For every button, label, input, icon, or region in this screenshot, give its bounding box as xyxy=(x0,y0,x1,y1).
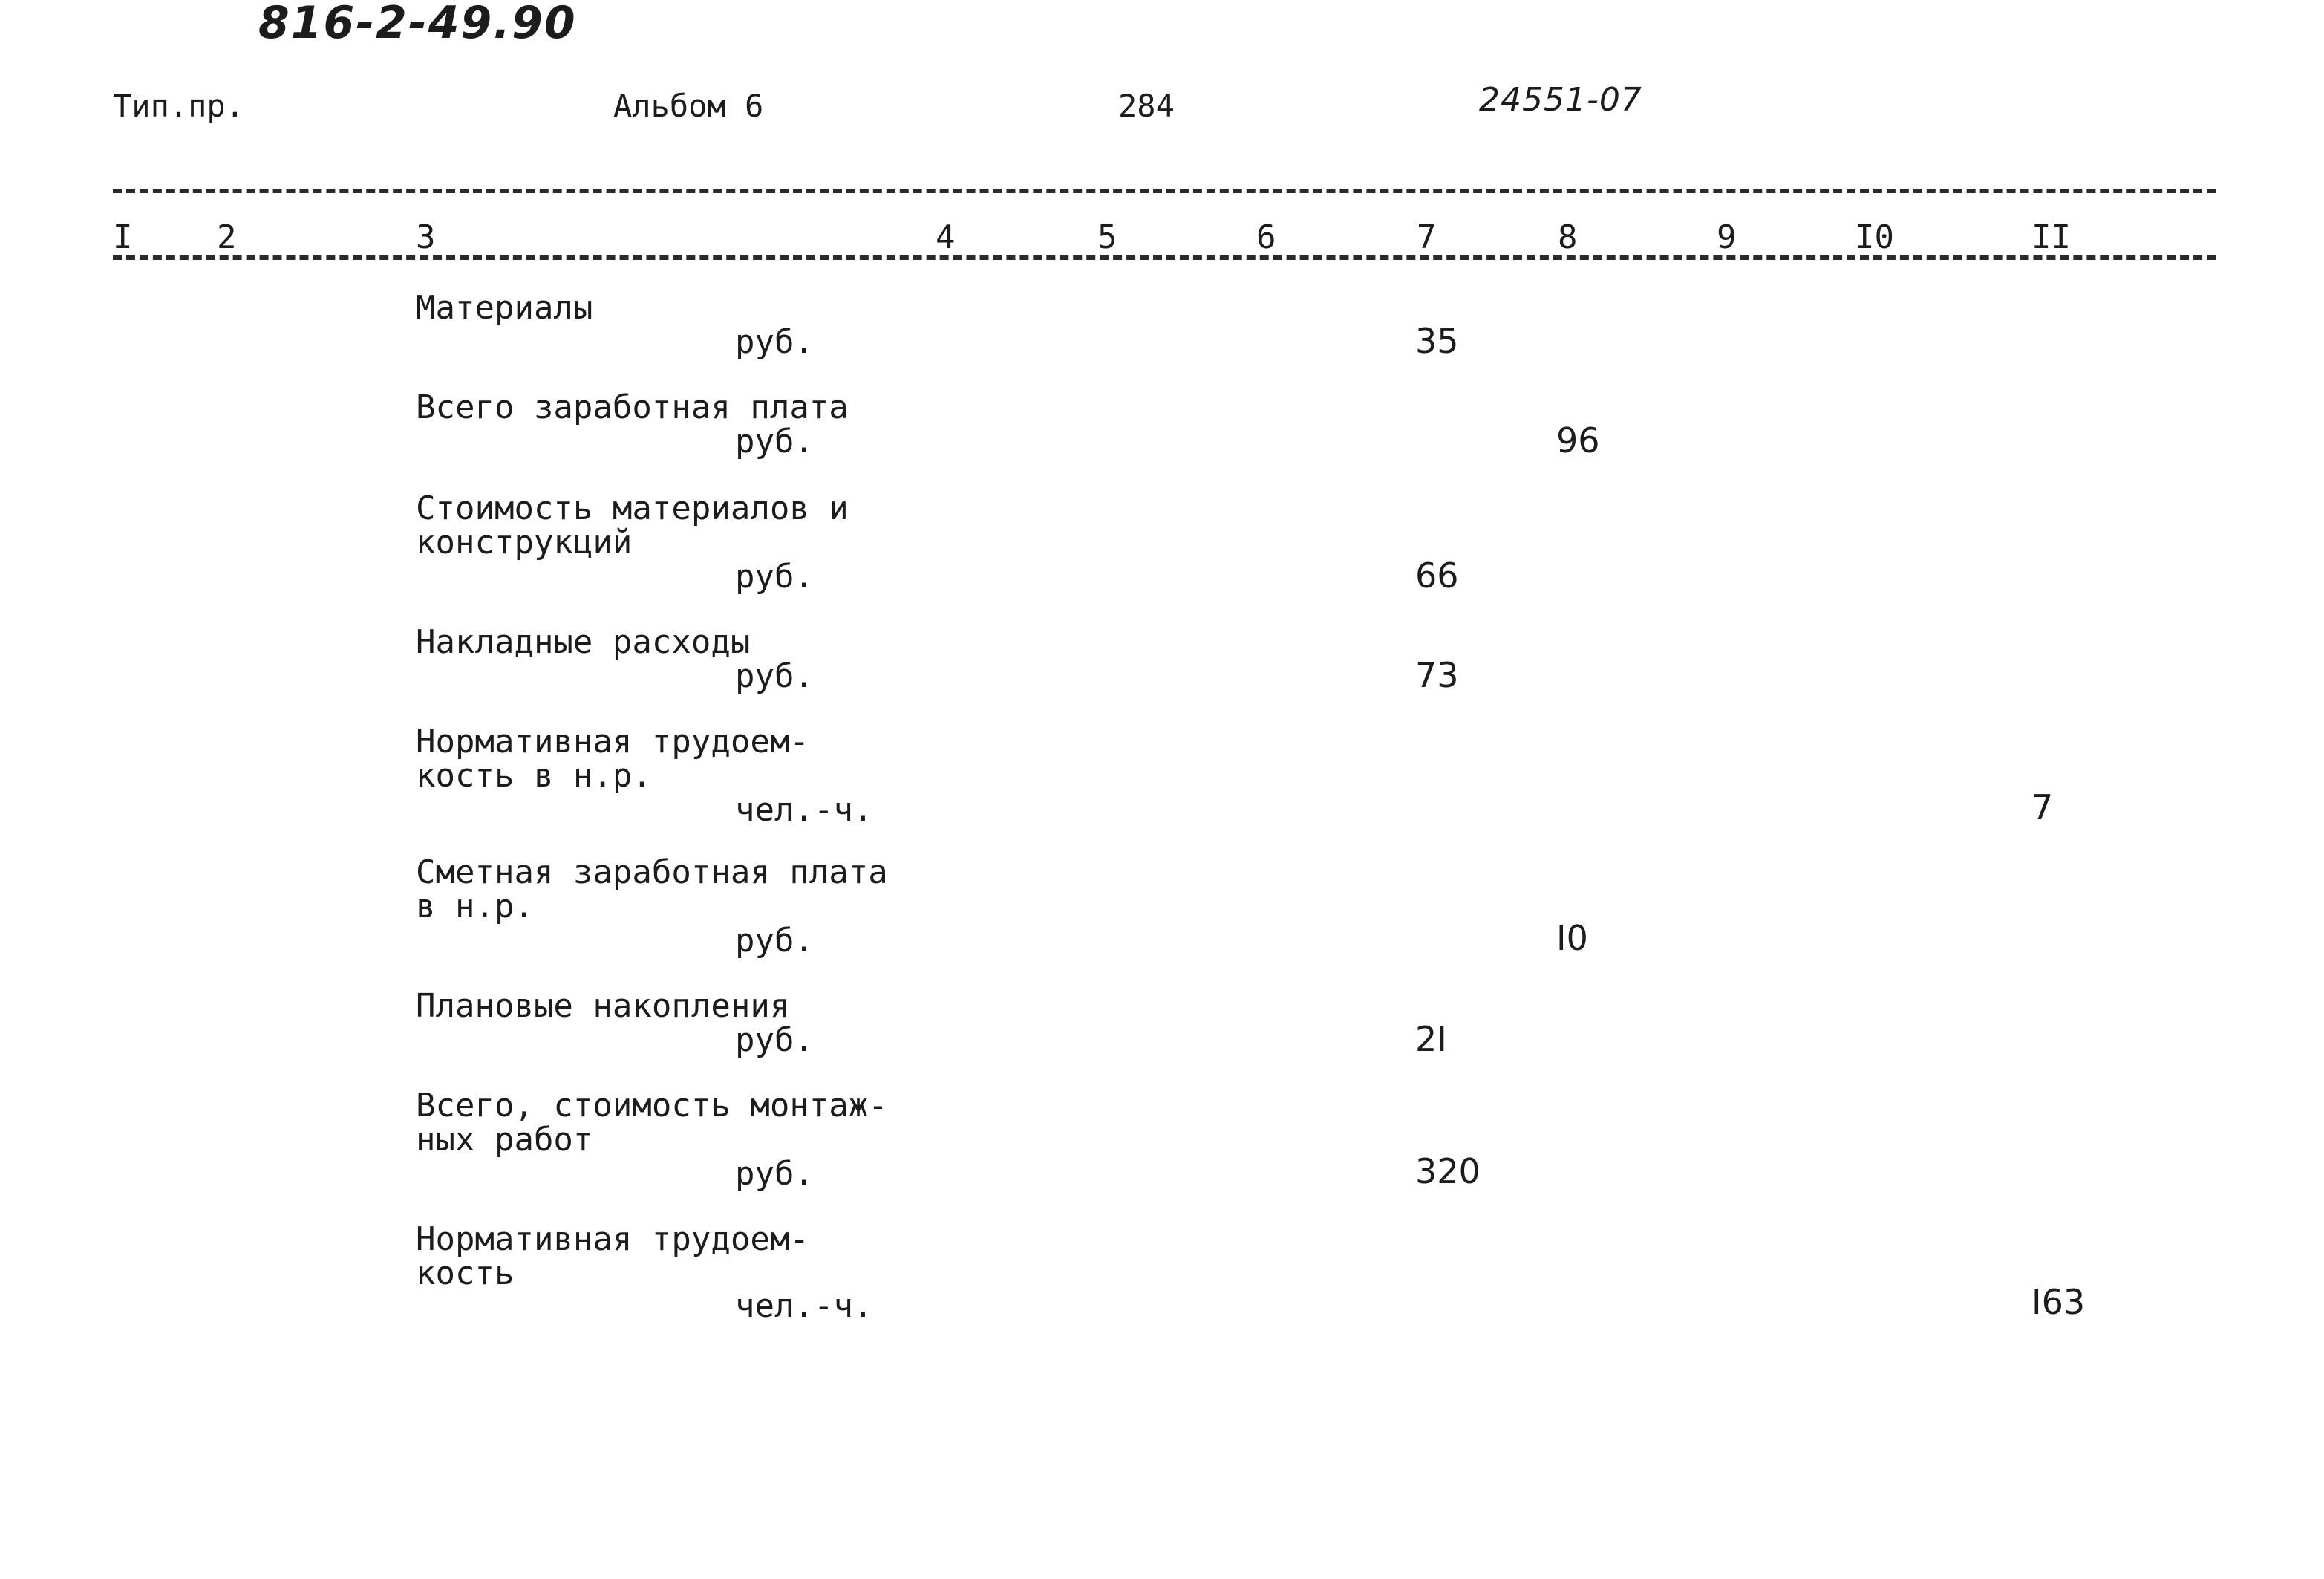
top-dashed-rule xyxy=(113,189,2216,193)
column-number-8: 8 xyxy=(1558,218,1578,256)
document-number: 24551-07 xyxy=(1479,81,1642,119)
row-value-labor-overhead: 7 xyxy=(2031,787,2054,827)
row-unit-estimated-wages: руб. xyxy=(735,922,814,960)
album-label: Альбом 6 xyxy=(613,88,764,124)
page-number: 284 xyxy=(1118,88,1175,124)
column-number-7: 7 xyxy=(1417,218,1437,256)
project-code: 816-2-49.90 xyxy=(258,0,577,49)
row-unit-total-wages: руб. xyxy=(735,423,814,460)
row-unit-planned-savings: руб. xyxy=(735,1021,814,1059)
column-number-4: 4 xyxy=(936,218,956,256)
row-unit-overhead: руб. xyxy=(735,657,814,695)
column-number-11: II xyxy=(2031,218,2071,256)
row-unit-total-installation-cost: руб. xyxy=(735,1155,814,1193)
row-label-materials-cost: Стоимость материалов и конструкций xyxy=(416,489,849,561)
row-value-materials: 35 xyxy=(1415,321,1459,361)
row-value-total-installation-cost: 320 xyxy=(1415,1151,1481,1191)
row-value-materials-cost: 66 xyxy=(1415,556,1459,596)
row-unit-materials: руб. xyxy=(735,323,814,361)
row-label-planned-savings: Плановые накопления xyxy=(416,987,790,1025)
column-number-10: I0 xyxy=(1855,218,1894,256)
row-label-overhead: Накладные расходы xyxy=(416,623,751,661)
row-value-labor-intensity: I63 xyxy=(2031,1282,2086,1322)
column-number-6: 6 xyxy=(1256,218,1276,256)
row-label-total-installation-cost: Всего, стоимость монтаж- ных работ xyxy=(416,1087,888,1159)
row-label-total-wages: Всего заработная плата xyxy=(416,388,849,426)
row-unit-materials-cost: руб. xyxy=(735,558,814,596)
row-value-overhead: 73 xyxy=(1415,655,1459,695)
column-number-2: 2 xyxy=(217,218,237,256)
row-unit-labor-overhead: чел.-ч. xyxy=(735,791,873,829)
row-value-planned-savings: 2I xyxy=(1415,1019,1447,1059)
row-value-estimated-wages: I0 xyxy=(1556,918,1588,958)
row-label-materials: Материалы xyxy=(416,289,593,327)
project-prefix: Тип.пр. xyxy=(113,88,245,124)
column-number-1: I xyxy=(113,218,133,256)
column-number-3: 3 xyxy=(416,218,436,256)
row-unit-labor-intensity: чел.-ч. xyxy=(735,1287,873,1325)
row-label-labor-overhead: Нормативная трудоем- кость в н.р. xyxy=(416,723,809,795)
column-number-5: 5 xyxy=(1097,218,1117,256)
row-label-estimated-wages: Сметная заработная плата в н.р. xyxy=(416,853,888,925)
row-label-labor-intensity: Нормативная трудоем- кость xyxy=(416,1220,809,1292)
column-number-9: 9 xyxy=(1717,218,1737,256)
row-value-total-wages: 96 xyxy=(1556,420,1600,460)
